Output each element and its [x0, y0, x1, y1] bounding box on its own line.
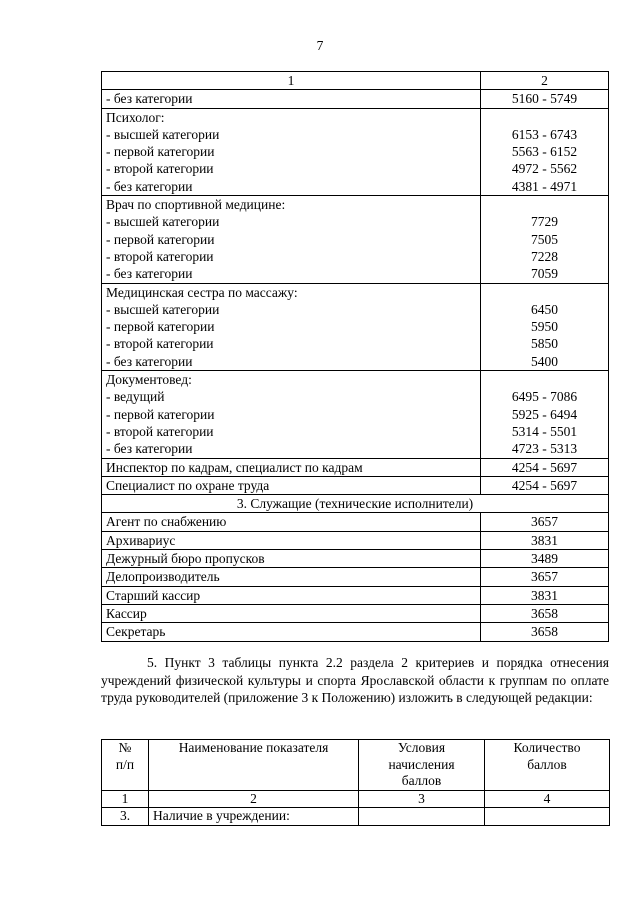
category-salary: 6495 - 7086 [511, 389, 578, 405]
criteria-header-row [102, 740, 610, 791]
position-group-labels [102, 196, 481, 283]
criteria-table [101, 739, 610, 826]
category-label: - высшей категории [106, 214, 220, 230]
category-label: - высшей категории [106, 126, 220, 142]
position-row [102, 513, 609, 531]
header-num-line: п/п [115, 756, 135, 772]
header-conditions-line: баллов [401, 773, 442, 788]
position-group-row [102, 371, 609, 458]
index-cell: 3 [359, 790, 485, 808]
salary-range: 3657 [481, 568, 609, 586]
position-name: Агент по снабжению [102, 513, 481, 531]
salary-table [101, 71, 609, 642]
amendment-text: 5. Пункт 3 таблицы пункта 2.2 раздела 2 критериев и порядка отнесения учреждений физической культуры и спорта Ярославской области к группам по оплате труда руководителей (приложение 3 к Положению) изложить в следующей редакции: [101, 655, 609, 705]
position-group-labels [102, 371, 481, 458]
position-row [102, 531, 609, 549]
index-cell: 2 [149, 790, 359, 808]
category-salary: 5950 [531, 319, 558, 335]
position-group-title: Документовед: [106, 372, 192, 388]
category-salary: 5850 [531, 336, 558, 352]
position-group-title: Медицинская сестра по массажу: [106, 284, 298, 300]
category-salary: 5925 - 6494 [511, 406, 578, 422]
position-name: Кассир [102, 604, 481, 622]
spacer-line [485, 284, 604, 301]
category-salary: 4723 - 5313 [511, 441, 578, 457]
header-conditions [359, 740, 485, 791]
category-label: - второй категории [106, 336, 214, 352]
category-label: - ведущий [106, 389, 165, 405]
position-row [102, 476, 609, 494]
criteria-row [102, 808, 610, 826]
position-row [102, 623, 609, 641]
salary-range: 3831 [481, 586, 609, 604]
row-conditions [359, 808, 485, 826]
salary-range: 3831 [481, 531, 609, 549]
position-group-row [102, 196, 609, 283]
row-points [485, 808, 610, 826]
header-points-line: Количество [513, 740, 581, 755]
category-label: - без категории [106, 353, 193, 369]
position-name: Специалист по охране труда [102, 476, 481, 494]
position-group-row [102, 108, 609, 195]
position-group-title: Врач по спортивной медицине: [106, 197, 286, 213]
position-name: Инспектор по кадрам, специалист по кадрам [102, 458, 481, 476]
category-label: - второй категории [106, 423, 214, 439]
category-salary: 6153 - 6743 [511, 126, 578, 142]
salary-range: 3657 [481, 513, 609, 531]
spacer-line [485, 196, 604, 213]
spacer-line [485, 371, 604, 388]
category-label: - высшей категории [106, 301, 220, 317]
header-name [149, 740, 359, 791]
position-name: Секретарь [102, 623, 481, 641]
section-row [102, 495, 609, 513]
category-label: - первой категории [106, 144, 215, 160]
position-group-title: Психолог: [106, 109, 165, 125]
position-group-values [481, 196, 609, 283]
position-group-values [481, 108, 609, 195]
table-header-row [102, 72, 609, 90]
category-salary: 4972 - 5562 [511, 161, 578, 177]
salary-range: 3489 [481, 550, 609, 568]
category-salary: 5563 - 6152 [511, 144, 578, 160]
index-cell: 4 [485, 790, 610, 808]
position-name: Делопроизводитель [102, 568, 481, 586]
position-row [102, 604, 609, 622]
position-group-labels [102, 108, 481, 195]
salary-range: 5160 - 5749 [481, 90, 609, 108]
header-conditions-line: Условия [397, 740, 446, 755]
salary-range: 3658 [481, 604, 609, 622]
header-points [485, 740, 610, 791]
column-header-1: 1 [102, 72, 481, 90]
position-name: Архивариус [102, 531, 481, 549]
row-num: 3. [102, 808, 149, 826]
category-salary: 7059 [531, 266, 558, 282]
category-label: - без категории [106, 441, 193, 457]
category-label: - второй категории [106, 161, 214, 177]
position-group-values [481, 371, 609, 458]
criteria-index-row [102, 790, 610, 808]
category-salary: 6450 [531, 301, 558, 317]
position-group-row [102, 283, 609, 370]
amendment-paragraph [101, 654, 609, 707]
section-title: 3. Служащие (технические исполнители) [102, 495, 609, 513]
position-row [102, 586, 609, 604]
category-salary: 7729 [531, 214, 558, 230]
position-row [102, 458, 609, 476]
category-salary: 4381 - 4971 [511, 178, 578, 194]
category-salary: 7505 [531, 231, 558, 247]
salary-range: 3658 [481, 623, 609, 641]
category-salary: 5314 - 5501 [511, 423, 578, 439]
category-label: - первой категории [106, 406, 215, 422]
header-points-line: баллов [527, 756, 567, 772]
category-salary: 5400 [531, 353, 558, 369]
position-row [102, 568, 609, 586]
category-salary: 7228 [531, 248, 558, 264]
category-label: - второй категории [106, 248, 214, 264]
position-group-values [481, 283, 609, 370]
position-group-labels [102, 283, 481, 370]
category-label: - без категории [106, 178, 193, 194]
header-num [102, 740, 149, 791]
position-name: Дежурный бюро пропусков [102, 550, 481, 568]
position-row [102, 90, 609, 108]
salary-range: 4254 - 5697 [481, 476, 609, 494]
header-num-line: № [118, 740, 132, 755]
index-cell: 1 [102, 790, 149, 808]
page-number: 7 [316, 38, 324, 53]
header-conditions-line: начисления [388, 756, 455, 772]
category-label: - первой категории [106, 231, 215, 247]
salary-range: 4254 - 5697 [481, 458, 609, 476]
header-name-line: Наименование показателя [178, 740, 329, 755]
category-label: - первой категории [106, 319, 215, 335]
position-row [102, 550, 609, 568]
spacer-line [485, 109, 604, 126]
row-name: Наличие в учреждении: [149, 808, 359, 826]
column-header-2: 2 [481, 72, 609, 90]
category-label: - без категории [106, 266, 193, 282]
position-name: - без категории [102, 90, 481, 108]
position-name: Старший кассир [102, 586, 481, 604]
salary-table-body [102, 72, 609, 642]
